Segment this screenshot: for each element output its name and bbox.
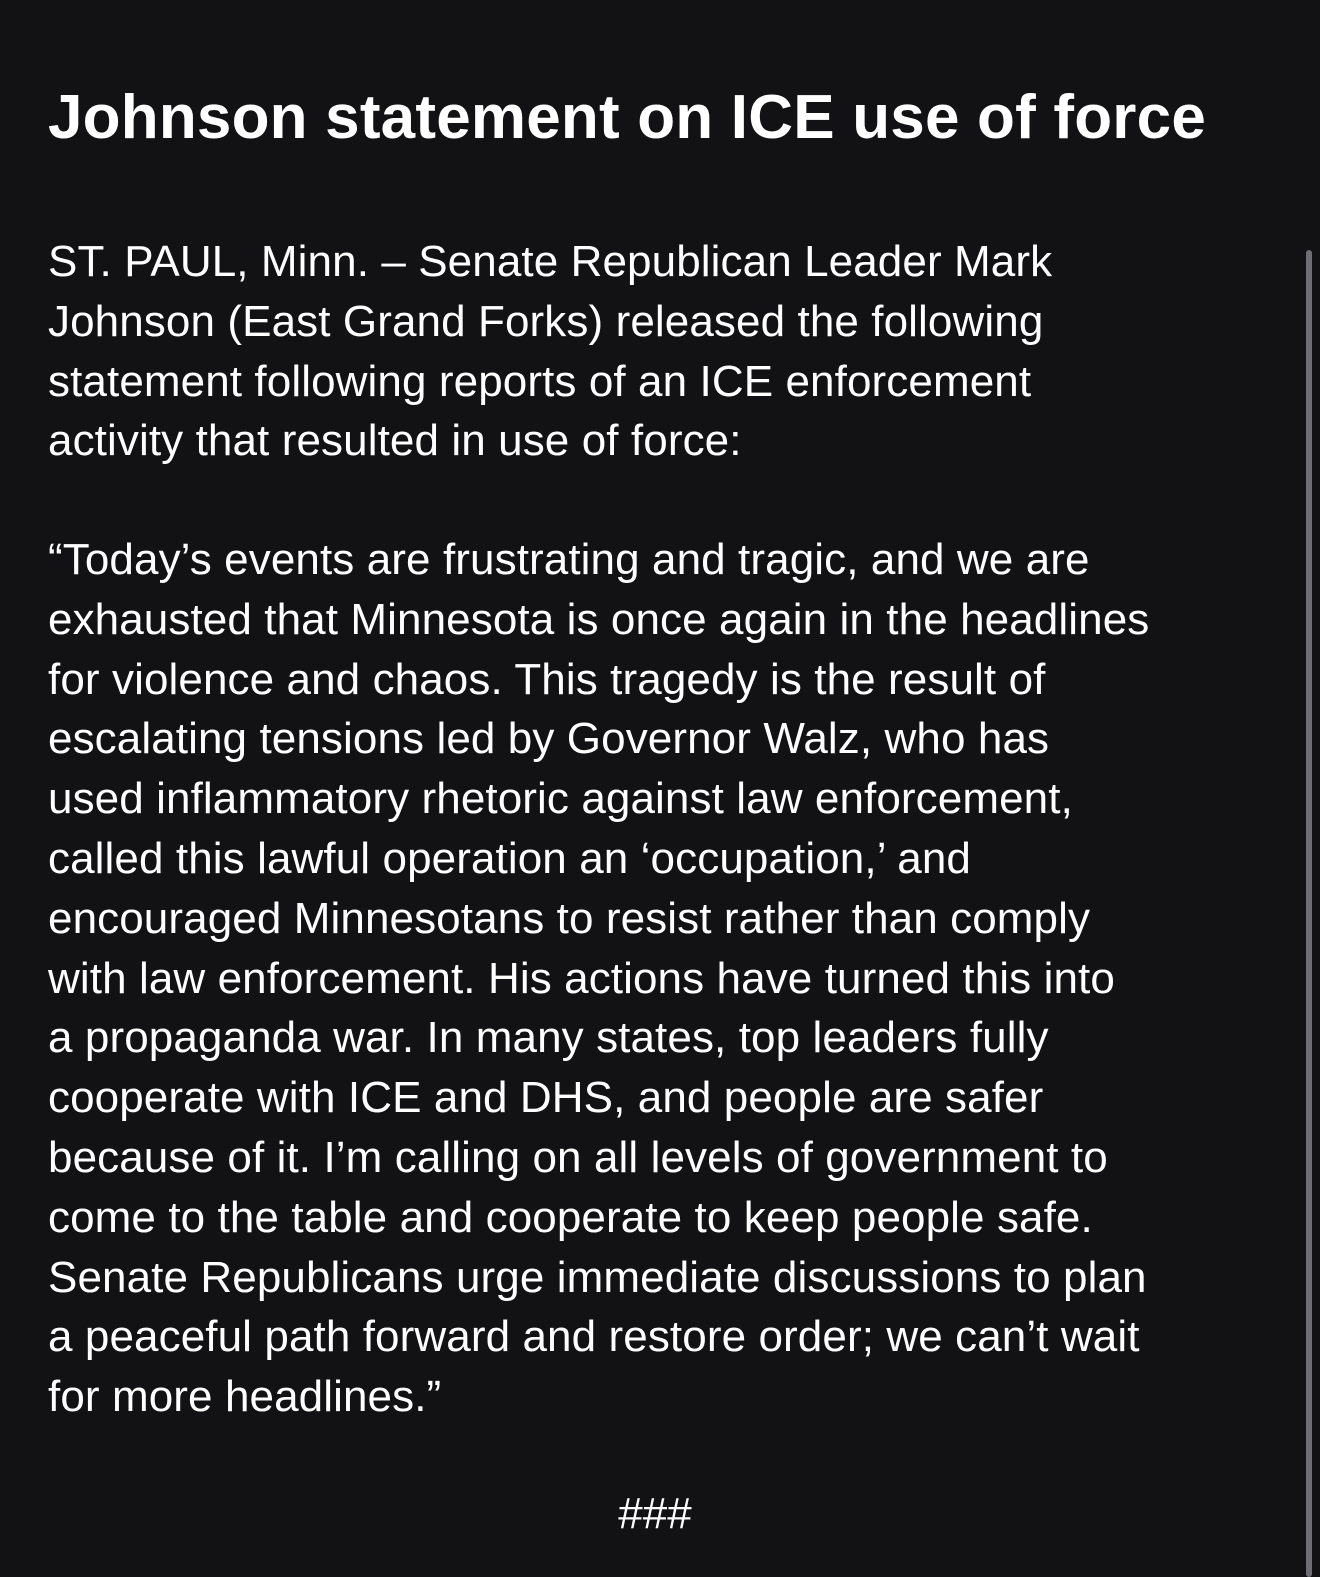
scrollbar[interactable] bbox=[1306, 250, 1312, 1577]
text-line: “Today’s events are frustrating and tragic, and we are bbox=[48, 535, 1090, 584]
quote-paragraph bbox=[48, 530, 1149, 1427]
text-line: activity that resulted in use of force: bbox=[48, 416, 742, 466]
intro-paragraph bbox=[48, 232, 1052, 471]
text-line: a propaganda war. In many states, top leaders fully bbox=[48, 1013, 1049, 1063]
text-line: because of it. I’m calling on all levels of government to bbox=[48, 1132, 1108, 1182]
text-line: Johnson (East Grand Forks) released the following bbox=[48, 296, 1044, 346]
page-title: Johnson statement on ICE use of force bbox=[48, 83, 1207, 152]
text-line: exhausted that Minnesota is once again in the headlines bbox=[48, 594, 1150, 644]
text-line: escalating tensions led by Governor Walz, who has bbox=[48, 714, 1050, 764]
text-line: for violence and chaos. This tragedy is the result of bbox=[48, 654, 1046, 704]
text-line: encouraged Minnesotans to resist rather than comply bbox=[48, 893, 1091, 943]
text-line: used inflammatory rhetoric against law enforcement, bbox=[48, 774, 1073, 824]
text-line: cooperate with ICE and DHS, and people are safer bbox=[48, 1073, 1044, 1123]
text-line: come to the table and cooperate to keep people safe. bbox=[48, 1192, 1093, 1242]
end-mark: ### bbox=[618, 1489, 692, 1538]
text-line: statement following reports of an ICE enforcement bbox=[48, 356, 1032, 406]
text-line: for more headlines.” bbox=[48, 1372, 442, 1422]
text-line: with law enforcement. His actions have turned this into bbox=[48, 953, 1115, 1003]
text-line: called this lawful operation an ‘occupation,’ and bbox=[48, 833, 971, 883]
text-line: Senate Republicans urge immediate discussions to plan bbox=[48, 1252, 1147, 1302]
text-line: a peaceful path forward and restore order; we can’t wait bbox=[48, 1312, 1140, 1362]
text-line: ST. PAUL, Minn. – Senate Republican Leader Mark bbox=[48, 237, 1053, 286]
